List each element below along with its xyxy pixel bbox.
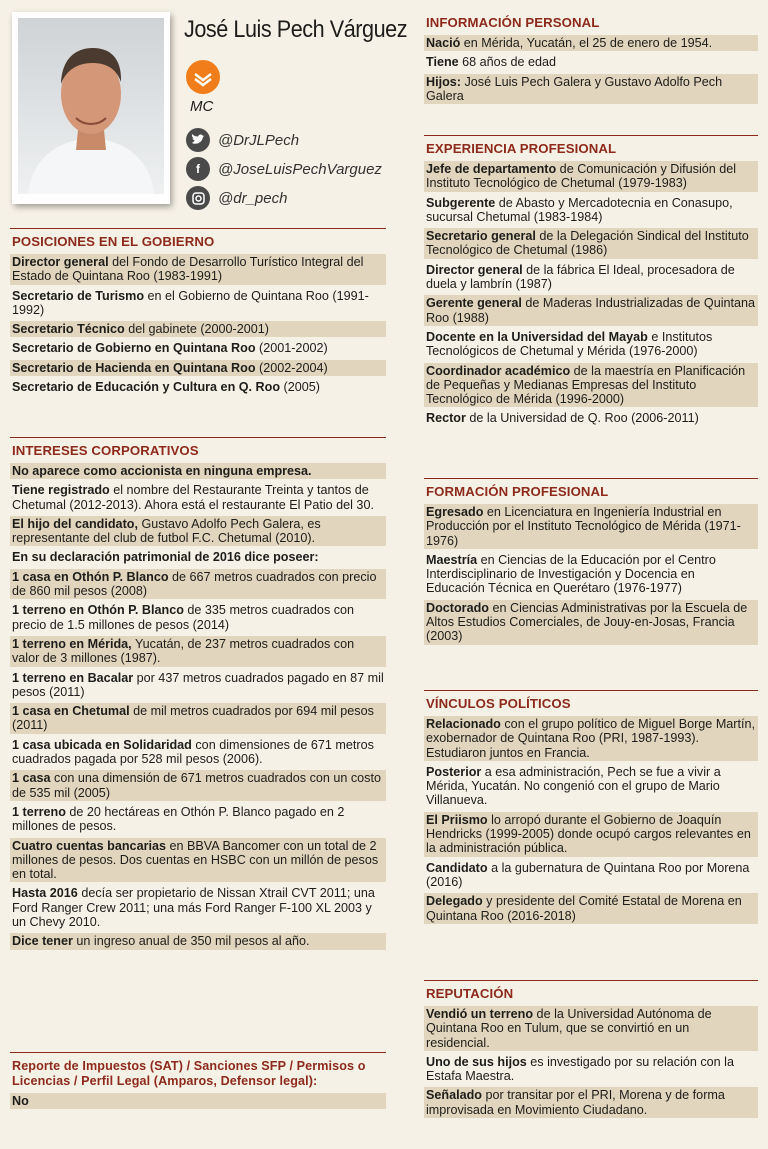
list-item [10, 602, 386, 633]
list-item [424, 74, 758, 105]
reporte-value: No [10, 1093, 386, 1109]
facebook-handle[interactable]: @JoseLuisPechVarguez [218, 160, 382, 178]
item-lead: Candidato [426, 860, 488, 875]
list-item [424, 716, 758, 761]
item-lead: 1 terreno [12, 804, 66, 819]
list-item [424, 54, 758, 70]
reporte-title: Reporte de Impuestos (SAT) / Sanciones SFP / Permisos o Licencias / Perfil Legal (Amparos, Defensor legal): [12, 1059, 366, 1088]
item-lead: Secretario Técnico [12, 322, 125, 337]
item-lead: Maestría [426, 552, 478, 567]
item-text: 68 años de edad [458, 55, 557, 70]
item-lead: Secretario de Gobierno en Quintana Roo [12, 341, 256, 356]
list-item [10, 288, 386, 319]
item-lead: Secretario de Hacienda en Quintana Roo [12, 360, 256, 375]
section-vinculos [424, 690, 758, 927]
twitter-handle[interactable]: @DrJLPech [218, 131, 300, 149]
list-item [424, 161, 758, 192]
list-item [424, 1006, 758, 1051]
list-item [424, 764, 758, 809]
candidate-photo [12, 12, 170, 204]
list-item [10, 737, 386, 768]
item-text: de 335 metros cuadrados con precio de 1.5 millones de pesos (2014) [12, 603, 355, 632]
section-title: FORMACIÓN PROFESIONAL [426, 484, 609, 499]
item-text: del gabinete (2000-2001) [124, 322, 269, 337]
item-text: un ingreso anual de 350 mil pesos al año. [72, 934, 310, 949]
list-item [10, 933, 386, 949]
item-lead: No aparece como accionista en ninguna empresa. [12, 464, 312, 478]
list-item [424, 262, 758, 293]
instagram-icon [186, 186, 210, 210]
list-item [424, 363, 758, 408]
item-lead: Secretario de Turismo [12, 288, 145, 303]
list-item [10, 463, 386, 479]
item-text: es investigado por su relación con la Estafa Maestra. [426, 1054, 734, 1084]
item-lead: Director general [426, 262, 523, 277]
item-text: (2002-2004) [255, 360, 328, 375]
list-item [424, 893, 758, 924]
section-reputacion [424, 980, 758, 1121]
item-text: y presidente del Comité Estatal de Morena en Quintana Roo (2016-2018) [426, 894, 742, 923]
list-item [424, 329, 758, 360]
item-lead: Cuatro cuentas bancarias [12, 838, 166, 853]
item-lead: 1 casa ubicada en Solidaridad [12, 737, 192, 752]
item-lead: 1 casa [12, 771, 51, 786]
list-item [424, 600, 758, 645]
list-item [10, 482, 386, 513]
item-text: en Mérida, Yucatán, el 25 de enero de 1954. [460, 36, 713, 50]
item-text: Gustavo Adolfo Pech Galera, es representante del club de futbol F.C. Chetumal (2010). [12, 516, 321, 546]
facebook-icon: f [186, 157, 210, 181]
item-text: en el Gobierno de Quintana Roo (1991-1992) [12, 288, 369, 317]
item-lead: Tiene [426, 55, 459, 70]
twitter-row [186, 128, 299, 152]
item-lead: Hasta 2016 [12, 886, 78, 901]
item-text: por transitar por el PRI, Morena y de forma improvisada en Movimiento Ciudadano. [426, 1088, 725, 1117]
facebook-row [186, 157, 382, 181]
item-lead: Uno de sus hijos [426, 1054, 527, 1069]
section-title: INTERESES CORPORATIVOS [12, 443, 199, 458]
item-text: de 20 hectáreas en Othón P. Blanco pagado en 2 millones de pesos. [12, 804, 345, 834]
item-list [424, 161, 758, 427]
item-text: (2001-2002) [255, 341, 328, 356]
item-text: del Fondo de Desarrollo Turístico Integral del Estado de Quintana Roo (1983-1991) [12, 255, 364, 284]
instagram-handle[interactable]: @dr_pech [218, 189, 288, 207]
list-item [424, 552, 758, 597]
item-lead: Jefe de departamento [426, 162, 557, 176]
instagram-row [186, 186, 287, 210]
item-text: con una dimensión de 671 metros cuadrados con un costo de 535 mil (2005) [12, 771, 381, 800]
item-text: por 437 metros cuadrados pagado en 87 mil pesos (2011) [12, 670, 384, 699]
item-text: de la Universidad Autónoma de Quintana Roo en Tulum, que se convirtió en un residencial. [426, 1007, 712, 1050]
list-item [424, 35, 758, 51]
list-item [424, 295, 758, 326]
item-lead: Dice tener [12, 934, 73, 949]
item-lead: Doctorado [426, 600, 489, 615]
section-reporte [10, 1052, 386, 1112]
list-item [10, 804, 386, 835]
item-text: en Ciencias Administrativas por la Escuela de Altos Estudios Comerciales, de Jouy-en-Josas, Francia (2003) [426, 600, 748, 644]
item-text: de la maestría en Planificación de Pequeñas y Medianas Empresas del Instituto Tecnológico de Mérida (1996-2000) [426, 363, 746, 407]
section-personal [424, 10, 758, 107]
item-lead: Tiene registrado [12, 483, 110, 498]
item-lead: Egresado [426, 505, 484, 519]
list-item [424, 812, 758, 857]
item-text: en Licenciatura en Ingeniería Industrial en Producción por el Instituto Tecnológico de Mérida (1971-1976) [426, 505, 741, 548]
item-list [424, 1006, 758, 1118]
item-lead: Secretario de Educación y Cultura en Q. Roo [12, 380, 281, 395]
section-title: POSICIONES EN EL GOBIERNO [12, 234, 215, 249]
item-lead: Secretario general [426, 229, 536, 244]
list-item [10, 703, 386, 734]
item-lead: Posterior [426, 764, 482, 779]
list-item [10, 636, 386, 667]
list-item [424, 1087, 758, 1118]
item-lead: Docente en la Universidad del Mayab [426, 329, 648, 344]
section-gobierno [10, 228, 386, 398]
list-item [10, 770, 386, 801]
item-lead: 1 casa en Chetumal [12, 704, 130, 719]
item-lead: Señalado [426, 1088, 482, 1103]
item-text: lo arropó durante el Gobierno de Joaquín Hendricks (1999-2005) donde ocupó cargos relevantes en la administración pública. [426, 812, 751, 856]
list-item [10, 340, 386, 356]
section-intereses [10, 437, 386, 953]
item-text: en Ciencias de la Educación por el Centro Interdisciplinario de Investigación y Docencia en Educación Técnica en Querétaro (1976-1977) [426, 552, 716, 596]
list-item [424, 195, 758, 226]
item-lead: Gerente general [426, 296, 522, 311]
section-title: INFORMACIÓN PERSONAL [426, 15, 600, 30]
list-item [424, 410, 758, 426]
twitter-icon [186, 128, 210, 152]
list-item [424, 228, 758, 259]
item-lead: El hijo del candidato, [12, 516, 138, 531]
item-lead: 1 casa en Othón P. Blanco [12, 569, 169, 584]
item-text: con el grupo político de Miguel Borge Martín, exobernador de Quintana Roo (PRI, 1987-1993). Estudiaron juntos en Francia. [426, 717, 756, 760]
section-title: EXPERIENCIA PROFESIONAL [426, 141, 617, 156]
candidate-name: José Luis Pech Várguez [184, 16, 408, 43]
item-text: de Comunicación y Difusión del Instituto Tecnológico de Chetumal (1979-1983) [426, 162, 737, 191]
item-lead: 1 terreno en Mérida, [12, 636, 132, 651]
party-logo-icon [186, 60, 220, 94]
item-text: José Luis Pech Galera y Gustavo Adolfo Pech Galera [426, 74, 723, 103]
list-item [424, 1054, 758, 1085]
item-list [424, 504, 758, 645]
item-lead: Hijos: [426, 74, 461, 89]
item-lead: Delegado [426, 894, 483, 909]
item-lead: Coordinador académico [426, 363, 571, 378]
section-title: REPUTACIÓN [426, 986, 514, 1001]
section-formacion [424, 478, 758, 648]
item-text: e Institutos Tecnológicos de Chetumal y Mérida (1976-2000) [426, 329, 713, 359]
item-list [10, 254, 386, 395]
item-lead: Director general [12, 255, 109, 269]
list-item [10, 838, 386, 883]
list-item [424, 504, 758, 549]
list-item [10, 254, 386, 285]
item-text: de mil metros cuadrados por 694 mil pesos (2011) [12, 704, 374, 733]
item-lead: Vendió un terreno [426, 1007, 534, 1021]
item-text: (2005) [280, 380, 320, 395]
item-text: de Maderas Industrializadas de Quintana Roo (1988) [426, 296, 756, 325]
item-list [424, 716, 758, 924]
list-item [10, 670, 386, 701]
item-text: de Abasto y Mercadotecnia en Conasupo, sucursal Chetumal (1983-1984) [426, 195, 733, 224]
item-lead: En su declaración patrimonial de 2016 dice poseer: [12, 550, 319, 565]
list-item [10, 379, 386, 395]
item-lead: Subgerente [426, 195, 496, 210]
section-experiencia [424, 135, 758, 430]
list-item [10, 516, 386, 547]
list-item [424, 860, 758, 891]
item-text: de la fábrica El Ideal, procesadora de duela y lambrín (1987) [426, 262, 735, 292]
item-list [10, 463, 386, 950]
list-item [10, 549, 386, 565]
item-text: a la gubernatura de Quintana Roo por Morena (2016) [426, 860, 750, 889]
item-list [424, 35, 758, 104]
item-text: Yucatán, de 237 metros cuadrados con valor de 3 millones (1987). [12, 636, 355, 666]
item-lead: Rector [426, 411, 466, 426]
item-text: decía ser propietario de Nissan Xtrail CVT 2011; una Ford Ranger Crew 2011; una más Ford Ranger F-100 XL 2003 y un Chevy 2010. [12, 886, 375, 930]
item-text: de la Universidad de Q. Roo (2006-2011) [465, 411, 699, 426]
list-item [10, 569, 386, 600]
list-item [10, 321, 386, 337]
item-lead: Nació [426, 36, 461, 50]
item-text: el nombre del Restaurante Treinta y tantos de Chetumal (2012-2013). Ahora está el restaurante El Patio del 30. [12, 483, 374, 512]
item-text: de la Delegación Sindical del Instituto Tecnológico de Chetumal (1986) [426, 229, 749, 258]
item-text: en BBVA Bancomer con un total de 2 millones de pesos. Dos cuentas en HSBC con un millón de pesos en total. [12, 838, 379, 882]
item-text: con dimensiones de 671 metros cuadrados pagada por 528 mil pesos (2006). [12, 737, 374, 767]
party-label: MC [190, 98, 214, 115]
section-title: VÍNCULOS POLÍTICOS [426, 696, 571, 711]
item-lead: El Priismo [426, 812, 488, 827]
portrait-image [18, 18, 164, 194]
item-lead: 1 terreno en Othón P. Blanco [12, 603, 184, 618]
item-lead: 1 terreno en Bacalar [12, 670, 134, 685]
list-item [10, 360, 386, 376]
item-lead: Relacionado [426, 717, 501, 731]
list-item [10, 885, 386, 930]
item-text: a esa administración, Pech se fue a vivir a Mérida, Yucatán. No congenió con el grupo de Mario Villanueva. [426, 764, 721, 808]
item-text: de 667 metros cuadrados con precio de 860 mil pesos (2008) [12, 569, 377, 599]
